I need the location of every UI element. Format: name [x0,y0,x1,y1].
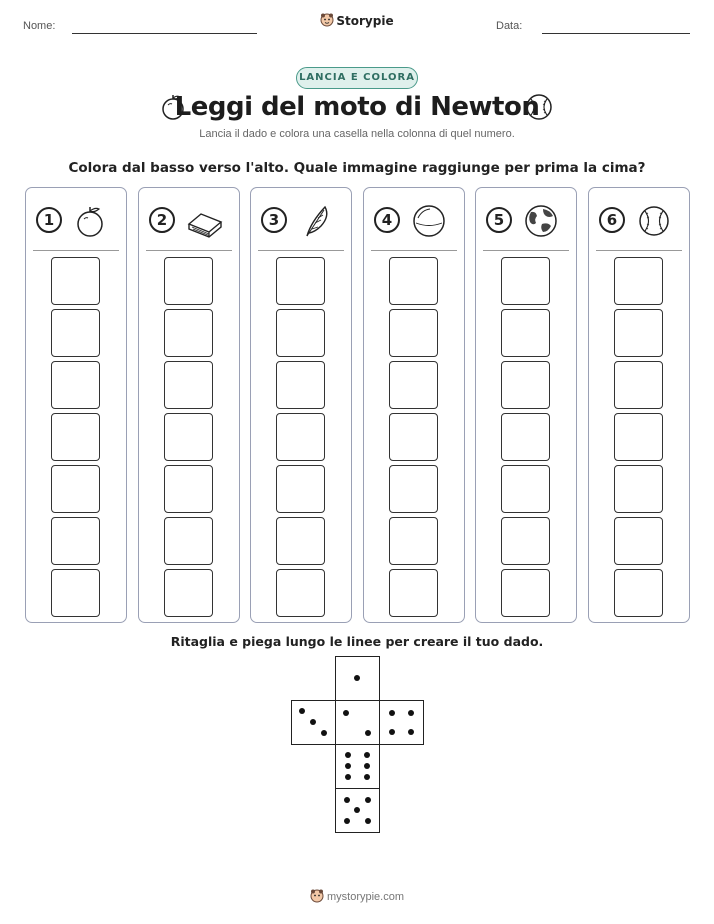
color-cell[interactable] [51,361,100,409]
cut-instruction: Ritaglia e piega lungo le linee per creare il tuo dado. [170,634,544,649]
color-cell[interactable] [614,361,663,409]
color-cell[interactable] [614,309,663,357]
color-cell[interactable] [389,517,438,565]
color-cell[interactable] [614,569,663,617]
die-pip [408,729,414,735]
die-pip [354,807,360,813]
feather-icon [297,204,335,238]
column-header [261,204,341,238]
column-1 [25,187,127,623]
mascot-icon [310,889,324,903]
page-title: Leggi del moto di Newton [174,92,540,122]
column-header [36,204,116,238]
column-divider [33,250,119,251]
color-cell[interactable] [389,413,438,461]
column-header [374,204,454,238]
date-label: Data: [496,20,523,32]
column-divider [596,250,682,251]
color-cell[interactable] [164,465,213,513]
baseball-icon [524,92,554,122]
color-cell[interactable] [389,361,438,409]
column-3 [250,187,352,623]
color-cell[interactable] [614,257,663,305]
book-icon [185,204,223,238]
brand-logo [0,13,714,28]
die-pip [408,710,414,716]
die-face-3 [291,700,336,745]
color-cell[interactable] [614,465,663,513]
color-cell[interactable] [51,413,100,461]
die-pip [365,818,371,824]
die-face-5 [335,788,380,833]
color-cell[interactable] [164,309,213,357]
column-6 [588,187,690,623]
footer [0,889,714,903]
die-face-1 [335,656,380,701]
column-5 [475,187,577,623]
die-pip [343,710,349,716]
color-cell[interactable] [276,257,325,305]
color-cell[interactable] [51,517,100,565]
die-pip [299,708,305,714]
column-divider [371,250,457,251]
color-cell[interactable] [389,309,438,357]
color-cell[interactable] [389,569,438,617]
column-number: 4 [374,207,400,233]
column-divider [483,250,569,251]
column-number: 2 [149,207,175,233]
column-number: 1 [36,207,62,233]
color-cell[interactable] [501,257,550,305]
column-number: 3 [261,207,287,233]
color-cell[interactable] [614,413,663,461]
color-cell[interactable] [389,465,438,513]
column-header [486,204,566,238]
die-pip [389,710,395,716]
column-number: 5 [486,207,512,233]
die-pip [364,763,370,769]
die-pip [354,675,360,681]
marble-icon [410,204,448,238]
color-cell[interactable] [614,517,663,565]
column-2 [138,187,240,623]
name-label: Nome: [23,20,56,32]
color-cell[interactable] [164,569,213,617]
color-cell[interactable] [51,465,100,513]
column-divider [146,250,232,251]
apple-icon [72,204,110,238]
die-pip [365,797,371,803]
color-cell[interactable] [276,517,325,565]
color-cell[interactable] [501,413,550,461]
color-cell[interactable] [501,569,550,617]
column-header [149,204,229,238]
activity-badge: LANCIA E COLORA [296,67,418,89]
die-pip [310,719,316,725]
subtitle: Lancia il dado e colora una casella nella colonna di quel numero. [199,128,515,140]
die-pip [364,752,370,758]
color-cell[interactable] [501,309,550,357]
die-pip [345,763,351,769]
earth-icon [522,204,560,238]
color-cell[interactable] [276,309,325,357]
mascot-icon [320,13,334,27]
color-cell[interactable] [501,517,550,565]
baseball-icon [635,204,673,238]
column-divider [258,250,344,251]
die-face-4 [379,700,424,745]
color-cell[interactable] [164,257,213,305]
instruction: Colora dal basso verso l'alto. Quale immagine raggiunge per prima la cima? [68,160,646,176]
die-pip [365,730,371,736]
color-cell[interactable] [276,465,325,513]
die-face-2 [335,700,380,745]
color-cell[interactable] [51,569,100,617]
color-cell[interactable] [164,413,213,461]
color-cell[interactable] [389,257,438,305]
die-pip [321,730,327,736]
die-pip [345,752,351,758]
color-cell[interactable] [164,361,213,409]
column-number: 6 [599,207,625,233]
footer-url[interactable]: mystorypie.com [326,891,405,903]
color-cell[interactable] [276,413,325,461]
die-pip [344,818,350,824]
color-cell[interactable] [276,361,325,409]
date-line[interactable] [542,33,690,34]
color-cell[interactable] [51,257,100,305]
column-header [599,204,679,238]
column-4 [363,187,465,623]
die-pip [364,774,370,780]
die-face-6 [335,744,380,789]
die-pip [389,729,395,735]
name-line[interactable] [72,33,257,34]
color-cell[interactable] [164,517,213,565]
color-cell[interactable] [51,309,100,357]
die-pip [344,797,350,803]
brand-name: Storypie [336,14,394,28]
color-cell[interactable] [501,465,550,513]
color-cell[interactable] [501,361,550,409]
color-cell[interactable] [276,569,325,617]
die-pip [345,774,351,780]
